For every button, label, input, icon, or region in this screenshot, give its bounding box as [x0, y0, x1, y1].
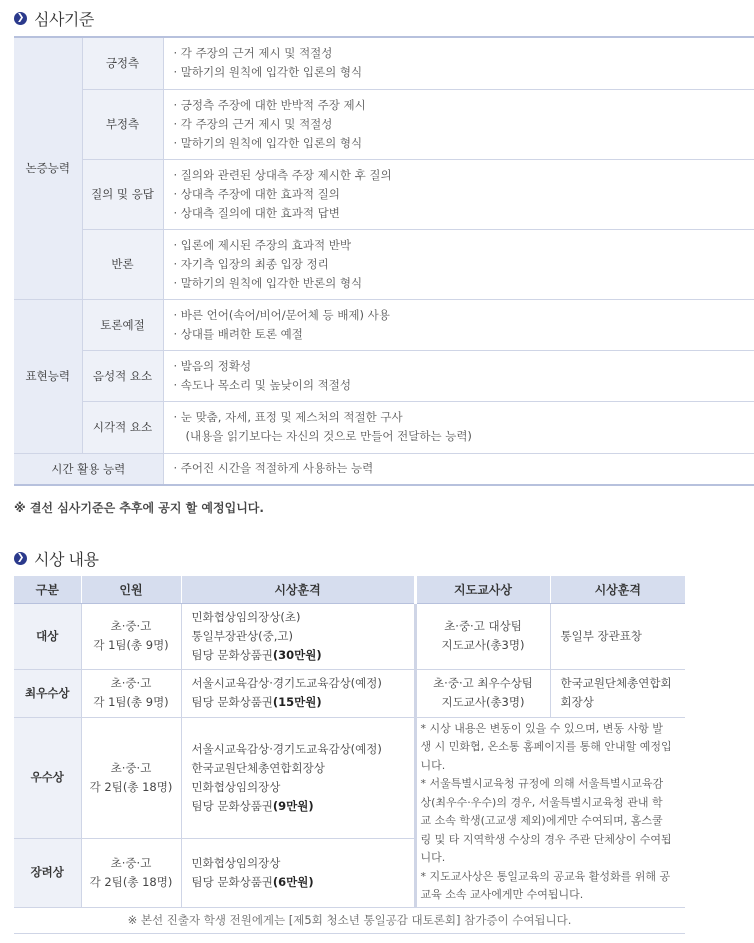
award-grand: 대상 — [14, 603, 81, 669]
table-row — [14, 159, 754, 229]
sub-vocal: 음성적 요소 — [82, 350, 163, 401]
header-teacher: 지도교사상 — [415, 576, 550, 603]
chevron-right-icon: ❯ — [14, 12, 27, 25]
table-row — [14, 603, 685, 669]
table-header-row — [14, 576, 685, 603]
award-table — [14, 576, 685, 934]
table-row — [14, 907, 685, 933]
award-notes: * 시상 내용은 변동이 있을 수 있으며, 변동 사항 발 생 시 민화협, 온소통 홈페이지를 통해 안내할 예정입 니다. * 서울특별시교육청 규정에 의해 서울특별시교육감 상(최우수·우수)의 경우, 서울특별시교육청 관내 학 교 소속 학생(고교생 제외)에게만 수여되며, 홈스쿨 링 및 타 지역학생 수상의 경우 주관 단체상이 수여됩 니다. * 지도교사상은 통일교육의 공교육 활성화를 위해 공 교육 소속 교사에게만 수여됩니다. — [415, 717, 685, 907]
header-people: 인원 — [81, 576, 181, 603]
header-grade: 구분 — [14, 576, 81, 603]
desc-etiquette: · 바른 언어(속어/비어/문어체 등 배제) 사용 · 상대를 배려한 토론 예절 — [163, 299, 754, 350]
desc-time: · 주어진 시간을 적절하게 사용하는 능력 — [163, 453, 754, 485]
desc-vocal: · 발음의 정확성 · 속도나 목소리 및 높낮이의 적절성 — [163, 350, 754, 401]
sub-negative: 부정측 — [82, 89, 163, 159]
desc-negative: · 긍정측 주장에 대한 반박적 주장 제시 · 각 주장의 근거 제시 및 적절성 · 말하기의 원칙에 입각한 입론의 형식 — [163, 89, 754, 159]
sub-visual: 시각적 요소 — [82, 401, 163, 453]
category-argument: 논증능력 — [14, 37, 82, 299]
prize-top: 서울시교육감상·경기도교육감상(예정) 팀당 문화상품권(15만원) — [181, 669, 415, 717]
table-row — [14, 669, 685, 717]
desc-affirmative: · 각 주장의 근거 제시 및 적절성 · 말하기의 원칙에 입각한 입론의 형식 — [163, 37, 754, 89]
table-row — [14, 229, 754, 299]
desc-visual: · 눈 맞춤, 자세, 표정 및 제스처의 적절한 구사 (내용을 읽기보다는 자신의 것으로 만들어 전달하는 능력) — [163, 401, 754, 453]
people-encourage: 초·중·고 각 2팀(총 18명) — [81, 839, 181, 907]
sub-qa: 질의 및 응답 — [82, 159, 163, 229]
prize-grand: 민화협상임의장상(초) 통일부장관상(중,고) 팀당 문화상품권(30만원) — [181, 603, 415, 669]
award-section-title: ❯ 시상 내용 — [14, 547, 98, 570]
criteria-table — [14, 36, 754, 486]
desc-qa: · 질의와 관련된 상대측 주장 제시한 후 질의 · 상대측 주장에 대한 효과적 질의 · 상대측 질의에 대한 효과적 답변 — [163, 159, 754, 229]
teacher-top: 초·중·고 최우수상팀 지도교사(총3명) — [415, 669, 550, 717]
table-row — [14, 299, 754, 350]
header-prize: 시상훈격 — [181, 576, 415, 603]
table-row — [14, 453, 754, 485]
header-teacher-prize: 시상훈격 — [550, 576, 685, 603]
award-footer-note: ※ 본선 진출자 학생 전원에게는 [제5회 청소년 통일공감 대토론회] 참가증이 수여됩니다. — [14, 907, 685, 933]
table-row — [14, 37, 754, 89]
sub-rebuttal: 반론 — [82, 229, 163, 299]
desc-rebuttal: · 입론에 제시된 주장의 효과적 반박 · 자기측 입장의 최종 입장 정리 · 말하기의 원칙에 입각한 반론의 형식 — [163, 229, 754, 299]
category-expression: 표현능력 — [14, 299, 82, 453]
chevron-right-icon: ❯ — [14, 552, 27, 565]
criteria-section-title: ❯ 심사기준 — [14, 7, 94, 30]
award-excellent: 우수상 — [14, 717, 81, 839]
prize-encourage: 민화협상임의장상 팀당 문화상품권(6만원) — [181, 839, 415, 907]
award-top: 최우수상 — [14, 669, 81, 717]
teacher-prize-top: 한국교원단체총연합회 회장상 — [550, 669, 685, 717]
table-row — [14, 89, 754, 159]
people-grand: 초·중·고 각 1팀(총 9명) — [81, 603, 181, 669]
criteria-note: ※ 결선 심사기준은 추후에 공지 할 예정입니다. — [14, 501, 264, 515]
people-top: 초·중·고 각 1팀(총 9명) — [81, 669, 181, 717]
table-row — [14, 401, 754, 453]
prize-excellent: 서울시교육감상·경기도교육감상(예정) 한국교원단체총연합회장상 민화협상임의장상 팀당 문화상품권(9만원) — [181, 717, 415, 839]
sub-etiquette: 토론예절 — [82, 299, 163, 350]
table-row — [14, 717, 685, 839]
award-encourage: 장려상 — [14, 839, 81, 907]
teacher-prize-grand: 통일부 장관표창 — [550, 603, 685, 669]
category-time: 시간 활용 능력 — [14, 453, 163, 485]
sub-affirmative: 긍정측 — [82, 37, 163, 89]
people-excellent: 초·중·고 각 2팀(총 18명) — [81, 717, 181, 839]
table-row — [14, 350, 754, 401]
teacher-grand: 초·중·고 대상팀 지도교사(총3명) — [415, 603, 550, 669]
